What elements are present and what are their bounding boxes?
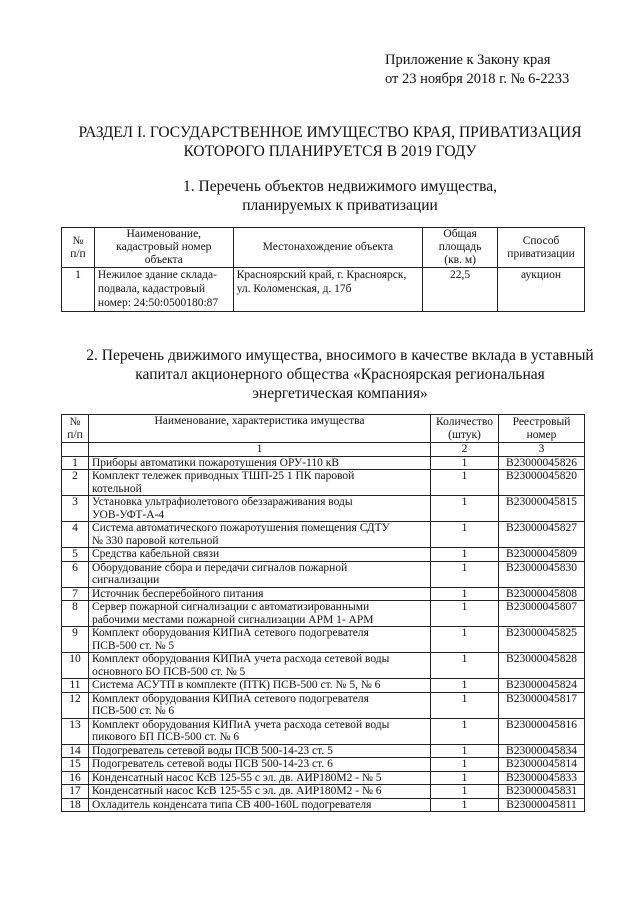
cell-num: 18 — [62, 798, 89, 812]
cell-quantity: 1 — [431, 561, 499, 587]
cell-quantity: 1 — [431, 653, 499, 679]
column-number-3: 3 — [499, 443, 585, 457]
cell-num: 10 — [62, 653, 89, 679]
table-row — [62, 587, 585, 601]
cell-name-line-2: котельной — [91, 482, 142, 495]
table-body — [62, 456, 585, 812]
cell-num: 8 — [62, 601, 89, 627]
cell-quantity: 1 — [431, 548, 499, 562]
cell-name — [88, 601, 430, 627]
cell-registry: В23000045811 — [499, 798, 585, 812]
header-name — [94, 228, 233, 268]
cell-name-line-1: Охладитель конденсата типа СВ 400-160L подогревателя — [91, 798, 372, 811]
cell-quantity: 1 — [431, 798, 499, 812]
cell-name-line-2: УОВ-УФТ-А-4 — [91, 508, 165, 521]
cell-quantity: 1 — [431, 758, 499, 772]
header-quantity-line-2: (штук) — [448, 428, 481, 441]
cell-name — [94, 268, 233, 312]
cell-name-line-2: сигнализации — [91, 574, 160, 586]
header-registry-line-1: Реестровый — [512, 415, 571, 428]
cell-num: 12 — [62, 692, 89, 718]
table-row — [62, 785, 585, 799]
header-registry-line-2: номер — [526, 428, 557, 441]
cell-quantity: 1 — [431, 718, 499, 744]
cell-name — [88, 456, 430, 470]
cell-name-line-1: Комплект оборудования КИПиА учета расхода сетевой воды — [91, 718, 390, 731]
table-row — [62, 470, 585, 496]
cell-name — [88, 785, 430, 799]
cell-registry: В23000045808 — [499, 587, 585, 601]
cell-name — [88, 771, 430, 785]
cell-quantity: 1 — [431, 692, 499, 718]
table-row — [62, 744, 585, 758]
header-area-line-3: (кв. м) — [444, 254, 476, 266]
cell-quantity: 1 — [431, 679, 499, 693]
table-header-row — [62, 228, 585, 268]
cell-name — [88, 522, 430, 548]
header-location: Местонахождение объекта — [233, 228, 423, 268]
cell-name-line-1: Конденсатный насос КсВ 125-55 с эл. дв. АИР180М2 - № 5 — [91, 771, 382, 784]
header-num-line-2: п/п — [70, 247, 86, 260]
cell-registry: В23000045827 — [499, 522, 585, 548]
cell-num: 15 — [62, 758, 89, 772]
cell-quantity: 1 — [431, 627, 499, 653]
cell-name-line-2: ПСВ-500 ст. № 6 — [91, 705, 175, 717]
cell-name-line-2: пикового БП ПСВ-500 ст. № 6 — [91, 731, 240, 743]
cell-name-line-2: основного БО ПСВ-500 ст. № 5 — [91, 665, 246, 678]
header-name-line-3: объекта — [144, 254, 183, 266]
cell-name-line-1: Источник бесперебойного питания — [91, 587, 264, 600]
cell-registry: В23000045816 — [499, 718, 585, 744]
cell-name-line-1: Нежилое здание склада- — [97, 269, 217, 281]
cell-registry: В23000045828 — [499, 653, 585, 679]
header-name: Наименование, характеристика имущества — [88, 415, 430, 443]
cell-registry: В23000045814 — [499, 758, 585, 772]
table-row — [62, 653, 585, 679]
cell-registry: В23000045820 — [499, 470, 585, 496]
table-row — [62, 561, 585, 587]
cell-num: 6 — [62, 561, 89, 587]
cell-name-line-1: Установка ультрафиолетового обеззараживания воды — [91, 496, 353, 508]
header-method-line-1: Способ — [522, 234, 560, 247]
cell-quantity: 1 — [431, 785, 499, 799]
header-num — [62, 228, 95, 268]
cell-name-line-1: Комплект оборудования КИПиА сетевого подогревателя — [91, 692, 369, 705]
cell-num: 13 — [62, 718, 89, 744]
list1-title — [130, 177, 550, 215]
cell-quantity: 1 — [431, 771, 499, 785]
cell-name-line-1: Оборудование сбора и передачи сигналов пожарной — [91, 561, 348, 574]
list2-title — [60, 346, 620, 403]
cell-name-line-1: Комплект тележек приводных ТШП-25 1 ПК паровой — [91, 470, 355, 482]
table-row — [62, 456, 585, 470]
cell-name — [88, 587, 430, 601]
cell-num: 7 — [62, 587, 89, 601]
movable-property-table — [61, 414, 585, 812]
cell-name-line-1: Конденсатный насос КсВ 125-55 с эл. дв. АИР180М2 - № 6 — [91, 785, 382, 797]
cell-num: 2 — [62, 470, 89, 496]
cell-location-line-1: Красноярский край, г. Красноярск, — [236, 269, 407, 281]
cell-registry: В23000045834 — [499, 744, 585, 758]
table-row — [62, 268, 585, 312]
cell-num: 4 — [62, 522, 89, 548]
column-number-empty — [62, 443, 89, 457]
cell-name — [88, 496, 430, 522]
cell-registry: В23000045815 — [499, 496, 585, 522]
cell-location — [233, 268, 423, 312]
cell-quantity: 1 — [431, 601, 499, 627]
cell-registry: В23000045825 — [499, 627, 585, 653]
cell-name — [88, 548, 430, 562]
cell-name-line-1: Система автоматического пожаротушения помещения СДТУ — [91, 522, 390, 534]
cell-num: 9 — [62, 627, 89, 653]
cell-registry: В23000045831 — [499, 785, 585, 799]
table-row — [62, 798, 585, 812]
cell-name — [88, 470, 430, 496]
appendix-header — [385, 51, 605, 89]
header-registry — [499, 415, 585, 443]
header-area — [423, 228, 498, 268]
header-area-line-1: Общая — [443, 228, 477, 240]
section-title-line-1: РАЗДЕЛ I. ГОСУДАРСТВЕННОЕ ИМУЩЕСТВО КРАЯ, ПРИВАТИЗАЦИЯ — [78, 124, 582, 141]
cell-registry: В23000045807 — [499, 601, 585, 627]
table-row — [62, 522, 585, 548]
cell-quantity: 1 — [431, 744, 499, 758]
table-row — [62, 496, 585, 522]
cell-name-line-1: Комплект оборудования КИПиА сетевого подогревателя — [91, 627, 369, 639]
header-name-line-2: кадастровый номер — [116, 241, 212, 253]
list2-title-line-3: энергетическая компания» — [252, 385, 428, 402]
cell-name — [88, 718, 430, 744]
column-number-row — [62, 443, 585, 457]
header-area-line-2: площадь — [438, 241, 482, 253]
cell-name — [88, 692, 430, 718]
header-num — [62, 415, 89, 443]
header-quantity-line-1: Количество — [436, 415, 494, 428]
cell-registry: В23000045833 — [499, 771, 585, 785]
cell-name — [88, 798, 430, 812]
cell-quantity: 1 — [431, 496, 499, 522]
table-row — [62, 692, 585, 718]
table-row — [62, 627, 585, 653]
cell-name-line-2: ПСВ-500 ст. № 5 — [91, 639, 175, 652]
cell-quantity: 1 — [431, 587, 499, 601]
table-row — [62, 679, 585, 693]
cell-num: 17 — [62, 785, 89, 799]
cell-name-line-2: рабочими местами пожарной сигнализации АРМ 1- АРМ — [91, 613, 374, 626]
cell-quantity: 1 — [431, 470, 499, 496]
header-method — [498, 228, 585, 268]
cell-name-line-1: Сервер пожарной сигнализации с автоматизированными — [91, 601, 370, 613]
cell-name-line-2: № 330 паровой котельной — [91, 534, 219, 547]
section-title-line-2: КОТОРОГО ПЛАНИРУЕТСЯ В 2019 ГОДУ — [183, 143, 477, 160]
cell-name — [88, 627, 430, 653]
cell-registry: В23000045824 — [499, 679, 585, 693]
header-num-line-1: № — [72, 234, 84, 247]
real-estate-table — [61, 227, 585, 312]
table-row — [62, 771, 585, 785]
cell-name — [88, 744, 430, 758]
cell-name-line-1: Комплект оборудования КИПиА учета расхода сетевой воды — [91, 653, 390, 665]
cell-registry: В23000045817 — [499, 692, 585, 718]
cell-name — [88, 679, 430, 693]
cell-name-line-1: Подогреватель сетевой воды ПСВ 500-14-23 ст. 5 — [91, 744, 333, 757]
cell-quantity: 1 — [431, 522, 499, 548]
list1-title-line-1: 1. Перечень объектов недвижимого имущества, — [183, 178, 497, 195]
cell-name — [88, 561, 430, 587]
cell-name-line-1: Подогреватель сетевой воды ПСВ 500-14-23 ст. 6 — [91, 758, 333, 770]
cell-method: аукцион — [498, 268, 585, 312]
list1-title-line-2: планируемых к приватизации — [242, 197, 438, 214]
cell-name-line-1: Приборы автоматики пожаротушения ОРУ-110 кВ — [91, 456, 339, 469]
column-number-1: 1 — [88, 443, 430, 457]
cell-area: 22,5 — [423, 268, 498, 312]
table-header-row — [62, 415, 585, 443]
cell-location-line-2: ул. Коломенская, д. 17б — [236, 283, 352, 295]
header-quantity — [431, 415, 499, 443]
cell-name-line-2: подвала, кадастровый — [97, 283, 205, 295]
section-title — [40, 123, 620, 161]
list2-title-line-2: капитал акционерного общества «Красноярская региональная — [135, 366, 545, 383]
list2-title-line-1: 2. Перечень движимого имущества, вносимого в качестве вклада в уставный — [86, 347, 594, 364]
cell-num: 1 — [62, 456, 89, 470]
cell-name — [88, 653, 430, 679]
table-row — [62, 601, 585, 627]
appendix-line-2: от 23 ноября 2018 г. № 6-2233 — [385, 71, 570, 87]
header-name-line-1: Наименование, — [126, 228, 202, 240]
header-num-line-2: п/п — [67, 428, 83, 441]
cell-num: 11 — [62, 679, 89, 693]
header-method-line-2: приватизации — [507, 247, 575, 260]
cell-registry: В23000045809 — [499, 548, 585, 562]
appendix-line-1: Приложение к Закону края — [385, 52, 551, 68]
cell-name-line-1: Средства кабельной связи — [91, 548, 220, 560]
table-row — [62, 718, 585, 744]
column-number-2: 2 — [431, 443, 499, 457]
table-row — [62, 758, 585, 772]
cell-name — [88, 758, 430, 772]
cell-registry: В23000045826 — [499, 456, 585, 470]
cell-registry: В23000045830 — [499, 561, 585, 587]
cell-num: 16 — [62, 771, 89, 785]
cell-num: 1 — [62, 268, 95, 312]
cell-name-line-1: Система АСУТП в комплекте (ПТК) ПСВ-500 ст. № 5, № 6 — [91, 679, 381, 691]
cell-num: 14 — [62, 744, 89, 758]
table-row — [62, 548, 585, 562]
cell-name-line-3: номер: 24:50:0500180:87 — [97, 297, 219, 309]
header-num-line-1: № — [69, 415, 81, 428]
cell-num: 3 — [62, 496, 89, 522]
cell-quantity: 1 — [431, 456, 499, 470]
cell-num: 5 — [62, 548, 89, 562]
